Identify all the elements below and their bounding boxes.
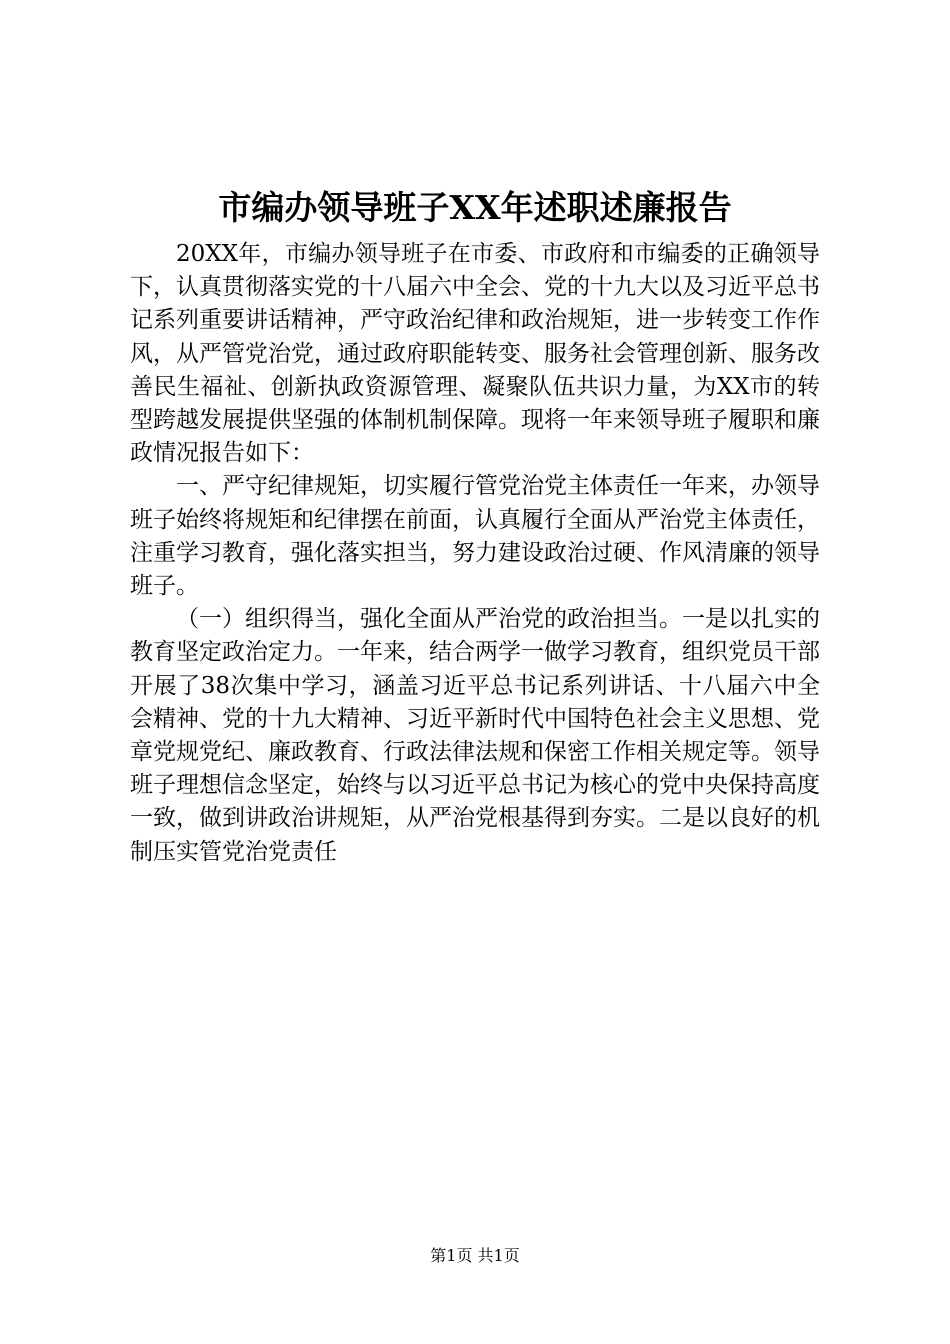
document-body: [130, 238, 820, 869]
paragraph-section-one: 一、严守纪律规矩，切实履行管党治党主体责任一年来，办领导班子始终将规矩和纪律摆在前面，认真履行全面从严治党主体责任，注重学习教育，强化落实担当，努力建设政治过硬、作风清廉的领导班子。: [130, 473, 820, 600]
document-title: 市编办领导班子XX年述职述廉报告: [218, 188, 732, 227]
paragraph-subsection-one: （一）组织得当，强化全面从严治党的政治担当。一是以扎实的教育坚定政治定力。一年来，结合两学一做学习教育，组织党员干部开展了38次集中学习，涵盖习近平总书记系列讲话、十八届六中全会精神、党的十九大精神、习近平新时代中国特色社会主义思想、党章党规党纪、廉政教育、行政法律法规和保密工作相关规定等。领导班子理想信念坚定，始终与以习近平总书记为核心的党中央保持高度一致，做到讲政治讲规矩，从严治党根基得到夯实。二是以良好的机制压实管党治党责任: [130, 606, 820, 865]
paragraph-intro: 20XX年，市编办领导班子在市委、市政府和市编委的正确领导下，认真贯彻落实党的十八届六中全会、党的十九大以及习近平总书记系列重要讲话精神，严守政治纪律和政治规矩，进一步转变工作作风，从严管党治党，通过政府职能转变、服务社会管理创新、服务改善民生福祉、创新执政资源管理、凝聚队伍共识力量，为XX市的转型跨越发展提供坚强的体制机制保障。现将一年来领导班子履职和廉政情况报告如下：: [130, 241, 820, 467]
page-footer: 第1页 共1页: [430, 1246, 520, 1265]
